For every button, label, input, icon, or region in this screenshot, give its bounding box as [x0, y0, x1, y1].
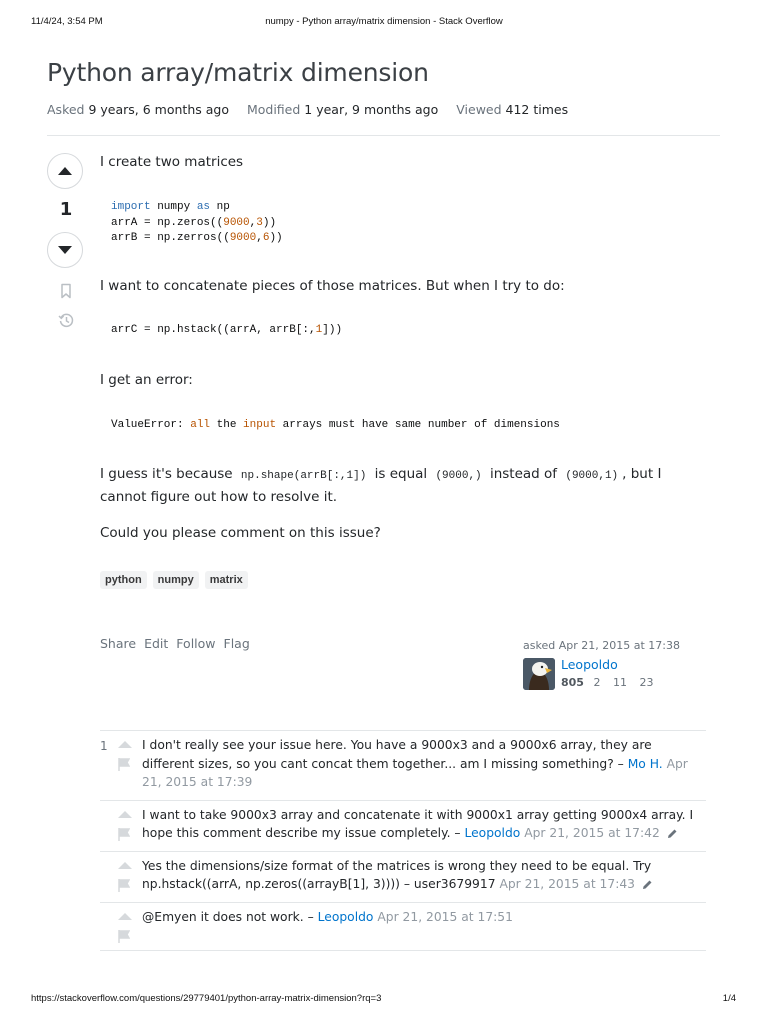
- comment-flag-icon[interactable]: [118, 930, 130, 943]
- comment-flag-icon[interactable]: [118, 758, 130, 771]
- code-block-3: ValueError: all the input arrays must have same number of dimensions: [111, 419, 560, 431]
- owner-name[interactable]: Leopoldo: [561, 657, 618, 672]
- comment-text: I don't really see your issue here. You have a 9000x3 and a 9000x6 array, they are different sizes, so you cant concat them together... am I missing something? –: [142, 738, 652, 771]
- flag-link[interactable]: Flag: [223, 636, 250, 651]
- comment-flag-icon[interactable]: [118, 879, 130, 892]
- viewed-value: 412 times: [505, 102, 569, 117]
- comment-list: [100, 730, 706, 951]
- post-actions: [100, 636, 250, 651]
- upvote-button[interactable]: [47, 153, 83, 189]
- comment: [100, 801, 706, 852]
- comment: [100, 852, 706, 903]
- comment-time[interactable]: Apr 21, 2015 at 17:43: [499, 877, 635, 891]
- comment-user[interactable]: Leopoldo: [464, 826, 521, 840]
- inline-code: (9000,1): [565, 470, 619, 482]
- comment-text: I want to take 9000x3 array and concatenate it with 9000x1 array getting 9000x4 array. I hope this comment describe my issue completely. –: [142, 807, 694, 840]
- comment-user[interactable]: Mo H.: [627, 756, 663, 771]
- edit-link[interactable]: Edit: [144, 636, 169, 651]
- bookmark-icon[interactable]: [58, 283, 74, 299]
- body-paragraph: I want to concatenate pieces of those matrices. But when I try to do:: [100, 278, 565, 294]
- tag-numpy[interactable]: numpy: [153, 571, 199, 589]
- comment-time[interactable]: Apr 21, 2015 at 17:42: [524, 826, 660, 840]
- comment-time[interactable]: Apr 21, 2015 at 17:39: [142, 756, 688, 789]
- pencil-edit-icon: [642, 879, 653, 890]
- comment-upvote-icon[interactable]: [118, 861, 132, 870]
- body-paragraph: I get an error:: [100, 372, 193, 388]
- vote-count: 1: [59, 199, 73, 220]
- comment-time[interactable]: Apr 21, 2015 at 17:51: [377, 909, 513, 924]
- inline-code: np.shape(arrB[:,1]): [240, 470, 367, 482]
- comment-upvote-icon[interactable]: [118, 912, 132, 921]
- comment: [100, 903, 706, 952]
- history-icon[interactable]: [58, 312, 74, 328]
- body-paragraph: Could you please comment on this issue?: [100, 525, 381, 541]
- comment-text: Yes the dimensions/size format of the matrices is wrong they need to be equal. Try np.hstack((arrA, np.zeros((arrayB[1], 3)))) – user3679917: [142, 858, 652, 891]
- tag-matrix[interactable]: matrix: [205, 571, 248, 589]
- comment-flag-icon[interactable]: [118, 828, 130, 841]
- eagle-avatar-icon: [523, 658, 555, 690]
- body-paragraph: I create two matrices: [100, 154, 244, 170]
- comment-text: @Emyen it does not work. –: [142, 909, 318, 924]
- downvote-button[interactable]: [47, 232, 83, 268]
- asked-value: 9 years, 6 months ago: [88, 102, 229, 117]
- code-block-1: import numpy as np arrA = np.zeros((9000,3)) arrB = np.zerros((9000,6)): [111, 201, 283, 244]
- tag-list: [100, 571, 248, 589]
- comment-score: 1: [100, 739, 108, 753]
- comment-upvote-icon[interactable]: [118, 740, 132, 749]
- question-title[interactable]: Python array/matrix dimension: [47, 58, 429, 87]
- follow-link[interactable]: Follow: [176, 636, 216, 651]
- code-block-2: arrC = np.hstack((arrA, arrB[:,1])): [111, 324, 343, 336]
- owner-stats: [561, 676, 662, 689]
- badge-count-b: 11: [612, 676, 627, 689]
- modified-value[interactable]: 1 year, 9 months ago: [304, 102, 439, 117]
- viewed-label: Viewed: [456, 102, 502, 117]
- asked-label: Asked: [47, 102, 85, 117]
- modified-label: Modified: [246, 102, 301, 117]
- print-datetime: 11/4/24, 3:54 PM: [31, 16, 103, 27]
- asked-time: asked Apr 21, 2015 at 17:38: [523, 639, 680, 652]
- pencil-edit-icon: [667, 828, 678, 839]
- badge-count-c: 23: [639, 676, 654, 689]
- owner-card: [523, 639, 713, 689]
- user-avatar[interactable]: [523, 658, 555, 690]
- inline-code: (9000,): [435, 470, 482, 482]
- print-doc-title: numpy - Python array/matrix dimension - Stack Overflow: [265, 16, 503, 27]
- comment: [100, 731, 706, 801]
- body-paragraph: I guess it's because np.shape(arrB[:,1]) is equal (9000,) instead of (9000,1) , but I cannot figure out how to resolve it.: [100, 466, 662, 505]
- arrow-down-icon: [58, 245, 72, 255]
- reputation-score: 805: [561, 676, 584, 689]
- badge-count-a: 2: [593, 676, 601, 689]
- tag-python[interactable]: python: [100, 571, 147, 589]
- print-url: https://stackoverflow.com/questions/29779401/python-array-matrix-dimension?rq=3: [31, 993, 382, 1004]
- arrow-up-icon: [58, 166, 72, 176]
- share-link[interactable]: Share: [100, 636, 137, 651]
- print-page-number: 1/4: [722, 993, 736, 1004]
- comment-upvote-icon[interactable]: [118, 810, 132, 819]
- comment-user[interactable]: Leopoldo: [317, 909, 374, 924]
